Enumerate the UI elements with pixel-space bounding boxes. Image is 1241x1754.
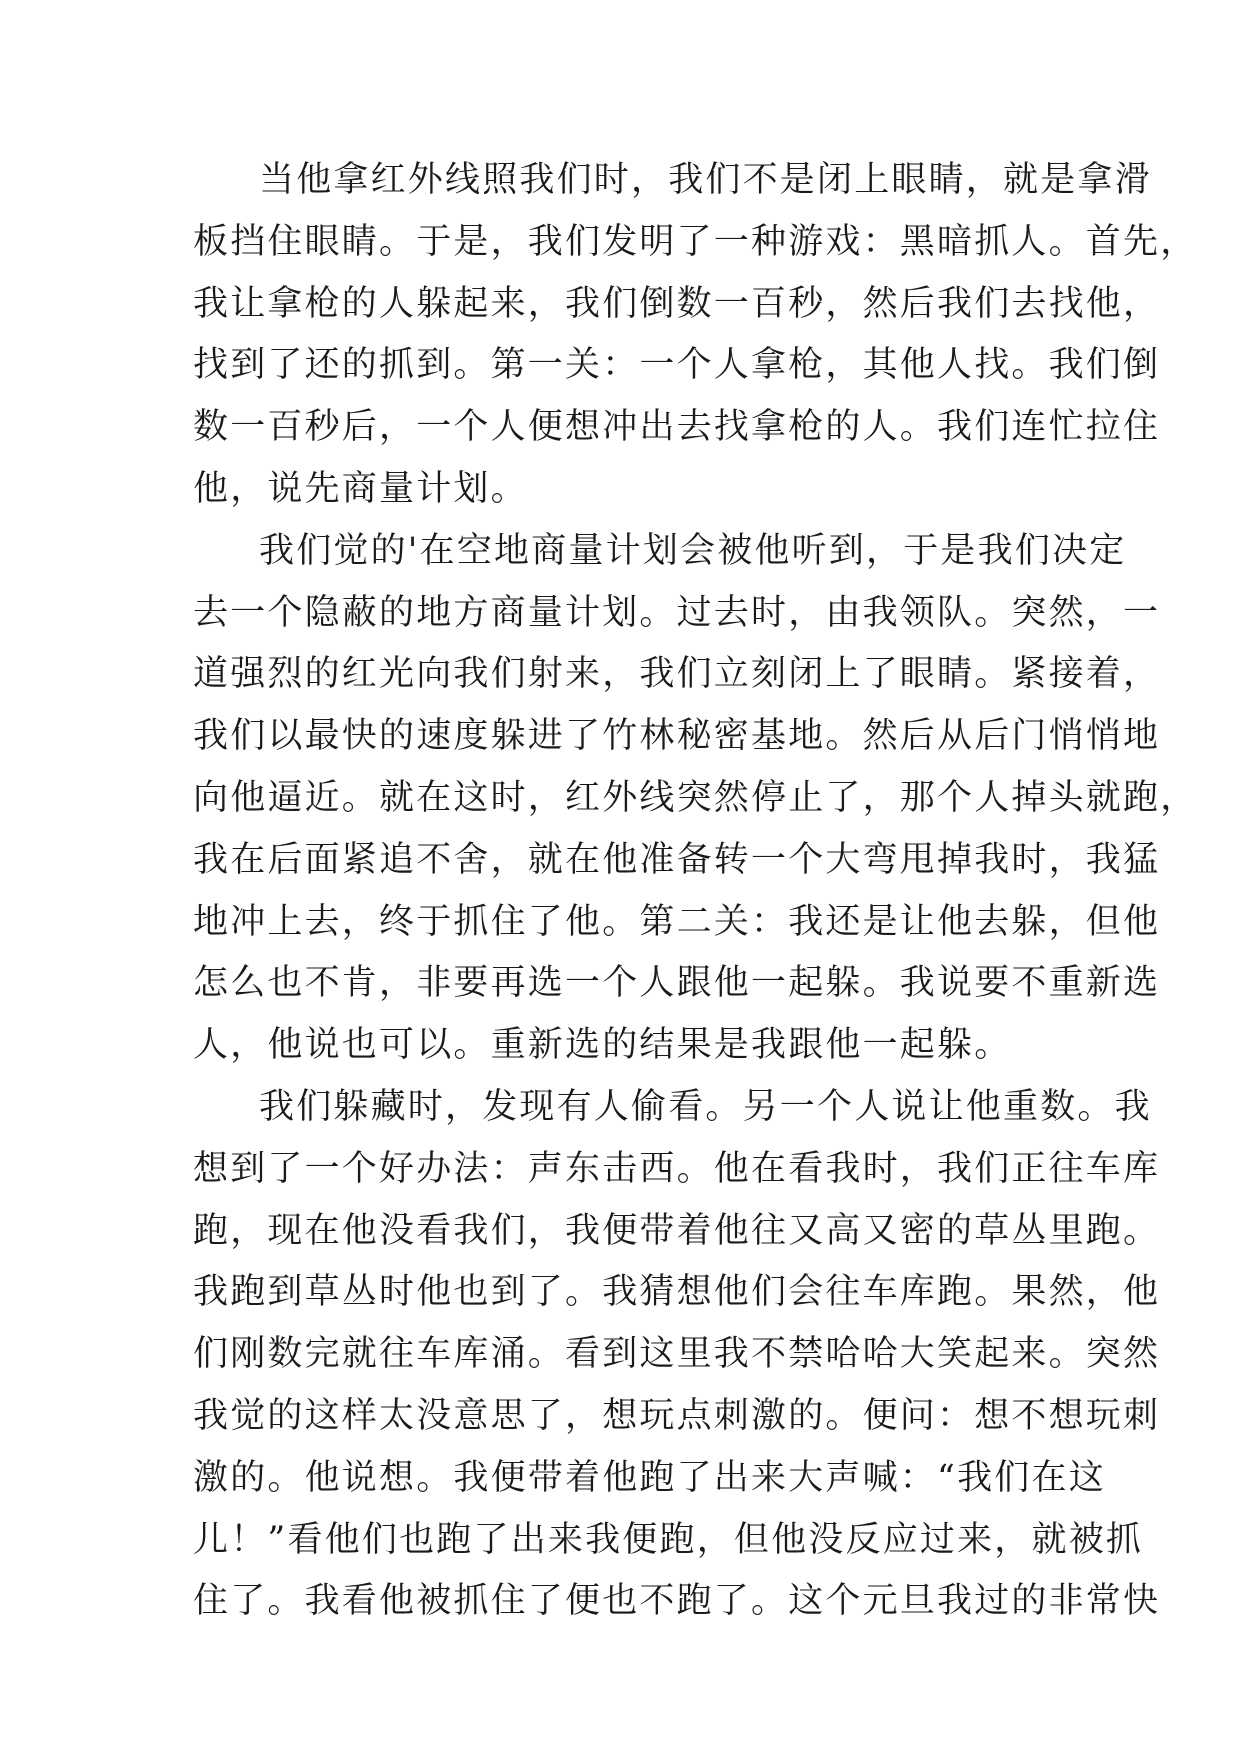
text-line: 他，说先商量计划。 xyxy=(193,468,528,509)
text-line: 跑，现在他没看我们，我便带着他往又高又密的草丛里跑。 xyxy=(193,1210,1161,1251)
text-line: 地冲上去，终于抓住了他。第二关：我还是让他去躲，但他 xyxy=(193,901,1161,942)
text-line: 们刚数完就往车库涌。看到这里我不禁哈哈大笑起来。突然 xyxy=(193,1334,1161,1375)
text-line: 人，他说也可以。重新选的结果是我跟他一起躲。 xyxy=(193,1025,1012,1066)
text-line: 我们觉的'在空地商量计划会被他听到，于是我们决定 xyxy=(259,530,1127,571)
text-line: 当他拿红外线照我们时，我们不是闭上眼睛，就是拿滑 xyxy=(259,160,1152,200)
text-line: 我跑到草丛时他也到了。我猜想他们会往车库跑。果然，他 xyxy=(193,1272,1161,1313)
text-line: 道强烈的红光向我们射来，我们立刻闭上了眼睛。紧接着， xyxy=(193,654,1161,695)
text-line: 向他逼近。就在这时，红外线突然停止了，那个人掉头就跑， xyxy=(193,777,1198,818)
text-line: 想到了一个好办法：声东击西。他在看我时，我们正往车库 xyxy=(193,1148,1161,1189)
text-line: 激的。他说想。我便带着他跑了出来大声喊：“我们在这 xyxy=(193,1457,1106,1498)
text-line: 住了。我看他被抓住了便也不跑了。这个元旦我过的非常快 xyxy=(193,1581,1161,1622)
text-line: 我觉的这样太没意思了，想玩点刺激的。便问：想不想玩刺 xyxy=(193,1395,1161,1436)
text-line: 怎么也不肯，非要再选一个人跟他一起躲。我说要不重新选 xyxy=(193,963,1161,1004)
text-line: 找到了还的抓到。第一关：一个人拿枪，其他人找。我们倒 xyxy=(193,345,1161,386)
text-line: 数一百秒后，一个人便想冲出去找拿枪的人。我们连忙拉住 xyxy=(193,407,1161,448)
text-line: 板挡住眼睛。于是，我们发明了一种游戏：黑暗抓人。首先， xyxy=(193,221,1198,262)
text-line: 我们躲藏时，发现有人偷看。另一个人说让他重数。我 xyxy=(259,1086,1152,1127)
text-line: 去一个隐蔽的地方商量计划。过去时，由我领队。突然，一 xyxy=(193,592,1161,633)
text-line: 我们以最快的速度躲进了竹林秘密基地。然后从后门悄悄地 xyxy=(193,716,1161,757)
text-line: 儿！”看他们也跑了出来我便跑，但他没反应过来，就被抓 xyxy=(193,1519,1144,1560)
text-line: 我在后面紧追不舍，就在他准备转一个大弯甩掉我时，我猛 xyxy=(193,839,1161,880)
text-line: 我让拿枪的人躲起来，我们倒数一百秒，然后我们去找他， xyxy=(193,283,1161,324)
essay-body xyxy=(193,150,1198,1633)
